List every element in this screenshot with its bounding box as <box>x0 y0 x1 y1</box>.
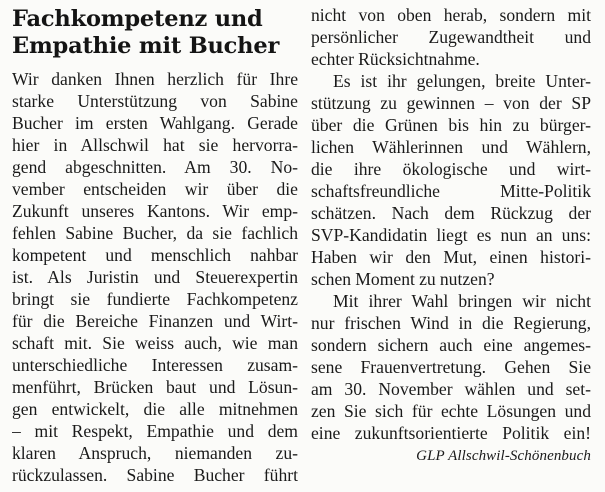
text-line: echter Rücksichtnahme. <box>311 49 480 69</box>
text-line: nicht von oben herab, sondern mit <box>311 5 591 25</box>
left-column <box>12 6 298 486</box>
text-line: nur frischen Wind in die Regierung, <box>311 313 591 333</box>
text-line: am 30. November wählen und set- <box>311 379 591 399</box>
text-line: unterschiedliche Interessen zusam- <box>12 355 298 375</box>
headline-line: Fachkompetenz und <box>12 6 263 32</box>
body-paragraph-1 <box>12 68 298 486</box>
text-line: Zukunft unseres Kantons. Wir emp- <box>12 201 298 221</box>
text-line: für die Bereiche Finanzen und Wirt- <box>12 311 298 331</box>
text-line: kompetent und menschlich nahbar <box>12 245 298 265</box>
author-signature: GLP Allschwil-Schönenbuch <box>416 448 591 464</box>
text-line: Mit ihrer Wahl bringen wir nicht <box>333 291 591 311</box>
text-line: fehlen Sabine Bucher, da sie fachlich <box>12 223 298 243</box>
text-line: über die Grünen bis hin zu bürger- <box>311 115 591 135</box>
right-column <box>311 4 591 466</box>
text-line: hier in Allschwil hat sie hervorra- <box>12 135 298 155</box>
headline-line: Empathie mit Bucher <box>12 33 280 59</box>
text-line: schen Moment zu nutzen? <box>311 269 495 289</box>
body-paragraph-2 <box>311 70 591 290</box>
body-paragraph-1-continued <box>311 4 591 70</box>
text-line: SVP-Kandidatin liegt es nun an uns: <box>311 225 591 245</box>
text-line: schaft mit. Sie weiss auch, wie man <box>12 333 298 353</box>
text-line: Wir danken Ihnen herzlich für Ihre <box>12 69 298 89</box>
text-line: eine zukunftsorientierte Politik ein! <box>311 423 591 443</box>
text-line: bringt sie fundierte Fachkompetenz <box>12 289 298 309</box>
text-line: vember entscheiden wir über die <box>12 179 298 199</box>
text-line: Haben wir den Mut, einen histori- <box>311 247 591 267</box>
text-line: rückzulassen. Sabine Bucher führt <box>12 465 298 485</box>
text-line: gend abgeschnitten. Am 30. No- <box>12 157 298 177</box>
text-line: schaftsfreundliche Mitte-Politik <box>311 181 591 201</box>
text-line: persönlicher Zugewandtheit und <box>311 27 591 47</box>
text-line: starke Unterstützung von Sabine <box>12 91 298 111</box>
text-line: menführt, Brücken baut und Lösun- <box>12 377 298 397</box>
text-line: Bucher im ersten Wahlgang. Gerade <box>12 113 298 133</box>
text-line: – mit Respekt, Empathie und dem <box>12 421 298 441</box>
text-line: sene Frauenvertretung. Gehen Sie <box>311 357 591 377</box>
text-line: stützung zu gewinnen – von der SP <box>311 93 591 113</box>
text-line: sondern sichern auch eine angemes- <box>311 335 591 355</box>
text-line: Es ist ihr gelungen, breite Unter- <box>333 71 591 91</box>
text-line: gen entwickelt, die alle mitnehmen <box>12 399 298 419</box>
article-headline <box>12 6 298 60</box>
text-line: ist. Als Juristin und Steuerexpertin <box>12 267 298 287</box>
body-paragraph-3 <box>311 290 591 444</box>
text-line: zen Sie sich für echte Lösungen und <box>311 401 591 421</box>
text-line: klaren Anspruch, niemanden zu- <box>12 443 298 463</box>
text-line: schätzen. Nach dem Rückzug der <box>311 203 591 223</box>
text-line: lichen Wählerinnen und Wählern, <box>311 137 591 157</box>
text-line: die ihre ökologische und wirt- <box>311 159 591 179</box>
